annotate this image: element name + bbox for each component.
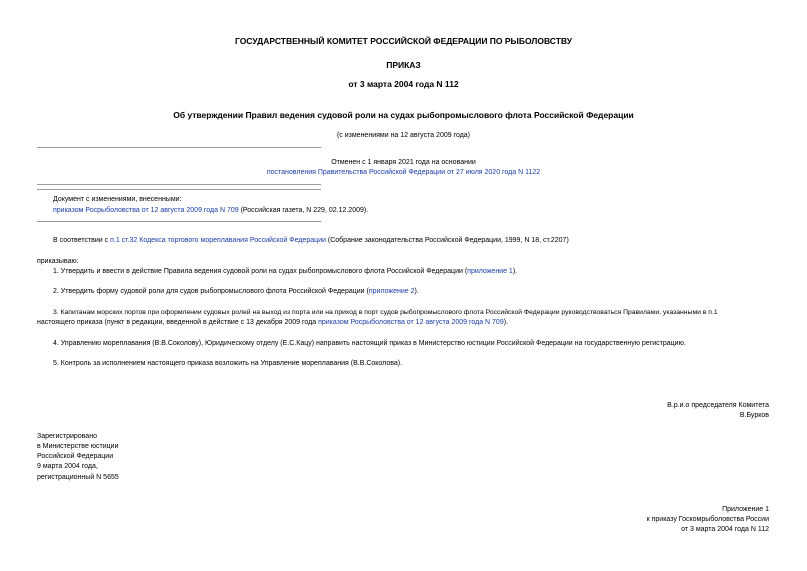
registration-line: 9 марта 2004 года, [37, 463, 98, 470]
item-2 [53, 287, 419, 296]
item-1-tail: ). [512, 268, 518, 275]
doc-title: Об утверждении Правил ведения судовой роли на судах рыбопромыслового флота Российской Федерации [173, 110, 634, 120]
signature-name: В.Бурков [739, 412, 769, 419]
item-2-tail: ). [414, 288, 419, 295]
divider [37, 221, 321, 222]
amend-order-link-2[interactable]: приказом Росрыболовства от 12 августа 2009 года N 709 [318, 319, 504, 326]
registration-line: регистрационный N 5655 [37, 474, 119, 481]
item-5: 5. Контроль за исполнением настоящего приказа возложить на Управление мореплавания (В.В.Соколова). [53, 360, 403, 367]
preamble-post: (Собрание законодательства Российской Федерации, 1999, N 18, ст.2207) [325, 237, 569, 244]
amend-order-link[interactable]: приказом Росрыболовства от 12 августа 2009 года N 709 [53, 207, 239, 214]
registration-line: Зарегистрировано [37, 433, 97, 440]
divider [37, 147, 321, 148]
preamble [53, 236, 569, 245]
doc-type: ПРИКАЗ [386, 60, 421, 70]
appendix-date: от 3 марта 2004 года N 112 [681, 526, 769, 533]
amend-line [53, 206, 368, 215]
registration-line: Российской Федерации [37, 453, 114, 460]
cancel-note: Отменен с 1 января 2021 года на основании [331, 159, 476, 166]
item-3-line-1: 3. Капитанам морских портов при оформлении судовых ролей на выход из порта или на приход в порт судов рыбопромыслового флота Российской Федерации руководствоваться Правилами, указанными в п.1 [53, 309, 718, 316]
item-3-text: настоящего приказа (пункт в редакции, введенной в действие с 13 декабря 2009 года [37, 319, 319, 326]
item-4: 4. Управлению мореплавания (В.В.Соколову), Юридическому отделу (Е.С.Кацу) направить настоящий приказ в Министерство юстиции Российской Федерации на государственную регистрацию. [53, 340, 686, 347]
item-3-line-2 [37, 318, 508, 327]
cancel-link-line [0, 168, 807, 177]
preamble-pre: В соответствии с [53, 237, 111, 244]
signature-position: В.р.и.о председателя Комитета [667, 402, 769, 409]
amendment-note: (с изменениями на 12 августа 2009 года) [336, 132, 471, 139]
order-word: приказываю: [37, 258, 79, 265]
cancel-decree-link[interactable]: постановления Правительства Российской Федерации от 27 июля 2020 года N 1122 [266, 169, 541, 176]
appendix-1-link[interactable]: приложение 1 [467, 268, 513, 275]
maritime-code-link[interactable]: п.1 ст.32 Кодекса торгового мореплавания Российской Федерации [110, 237, 326, 244]
item-3-tail: ). [503, 319, 509, 326]
doc-date-number: от 3 марта 2004 года N 112 [348, 79, 459, 89]
appendix-label: Приложение 1 [722, 506, 769, 513]
item-1-text: 1. Утвердить и ввести в действие Правила ведения судовой роли на судах рыбопромыслового флота Российской Федерации ( [53, 268, 468, 275]
registration-line: в Министерстве юстиции [37, 443, 119, 450]
appendix-order-ref: к приказу Госкомрыболовства России [646, 516, 769, 523]
divider [37, 189, 321, 190]
amend-intro: Документ с изменениями, внесенными: [53, 196, 182, 203]
item-2-text: 2. Утвердить форму судовой роли для судов рыбопромыслового флота Российской Федерации ( [53, 288, 369, 295]
item-1 [53, 267, 517, 276]
appendix-2-link[interactable]: приложение 2 [368, 288, 415, 295]
org-title: ГОСУДАРСТВЕННЫЙ КОМИТЕТ РОССИЙСКОЙ ФЕДЕРАЦИИ ПО РЫБОЛОВСТВУ [234, 36, 573, 46]
divider [37, 184, 321, 185]
amend-source: (Российская газета, N 229, 02.12.2009). [238, 207, 369, 214]
